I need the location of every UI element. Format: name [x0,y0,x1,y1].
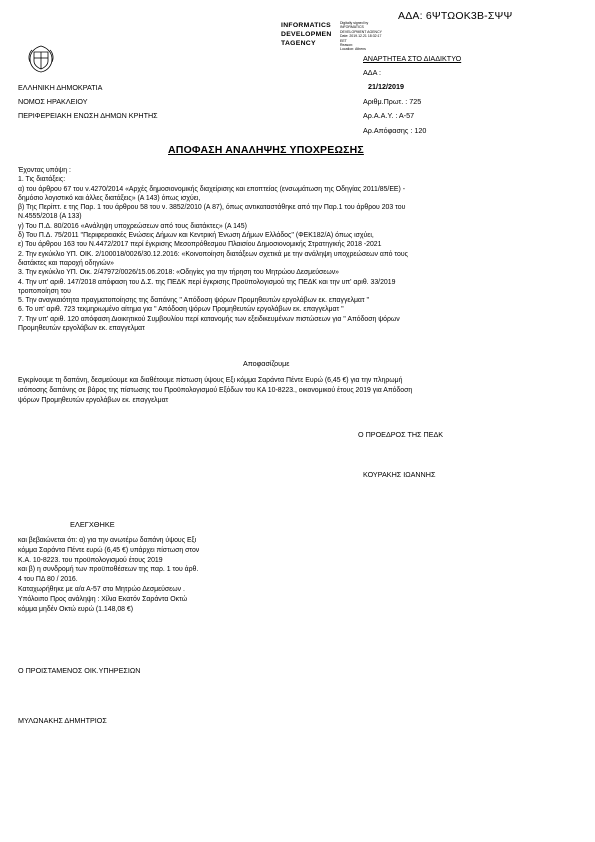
body-line: ε) Του άρθρου 163 του Ν.4472/2017 περί έγκρισης Μεσοπρόθεσμου Πλαισίου Δημοσιονομικής Στρατηγικής 2018 -2021 [18,241,382,249]
document-date: 21/12/2019 [368,82,404,91]
body-line: α) του άρθρου 67 του ν.4270/2014 «Αρχές δημοσιονομικής διαχείρισης και εποπτείας (ενσωμάτωση της Οδηγίας 2011/85/ΕΕ) - [18,185,406,193]
stamp-line: EET [340,38,347,43]
body-line: Προμηθευτών εργολάβων εκ. επαγγελματ [18,325,145,333]
head-office-name: ΜΥΛΩΝΑΚΗΣ ΔΗΜΗΤΡΙΟΣ [18,716,107,725]
checked-line: κόμμα Σαράντα Πέντε ευρώ (6,45 €) υπάρχει πίστωση στον [18,546,200,554]
checked-heading: ΕΛΕΓΧΘΗΚΕ [70,520,115,529]
decision-line: Εγκρίνουμε τη δαπάνη, δεσμεύουμε και διαθέτουμε πίστωση ύψους Εξι κόμμα Σαράντα Πέντε Ευρώ (6,45 €) για την πληρωμή [18,377,403,384]
aay-number: Αρ.Α.Α.Υ. : Α-57 [363,111,415,120]
body-line: δημόσιο λογιστικό και άλλες διατάξεις» (Α 143) όπως ισχύει, [18,194,201,202]
issuer-line: ΕΛΛΗΝΙΚΗ ΔΗΜΟΚΡΑΤΙΑ [18,83,103,92]
protocol-number: Αριθμ.Πρωτ. : 725 [363,97,422,106]
body-line: τροποποίηση του [18,287,71,295]
stamp-line: Location: Athens [340,47,366,52]
document-title: ΑΠΟΦΑΣΗ ΑΝΑΛΗΨΗΣ ΥΠΟΧΡΕΩΣΗΣ [168,144,364,156]
body-line: β) Της Περίπτ. ε της Παρ. 1 του άρθρου 58 του ν. 3852/2010 (Α 87), όπως αντικαταστάθηκε από την Παρ.1 του άρθρου 203 του [18,204,406,212]
issuer-line: ΠΕΡΙΦΕΡΕΙΑΚΗ ΕΝΩΣΗ ΔΗΜΩΝ ΚΡΗΤΗΣ [18,111,158,120]
checked-line: και βεβαιώνεται ότι: α) για την ανωτέρω δαπάνη ύψους Εξι [18,537,197,544]
decision-line: ισόποσης δαπάνης σε βάρος της πίστωσης του Προϋπολογισμού Εξόδων του ΚΑ 10-8223., οικονομικού έτους 2019 για Απόδοση [18,387,413,394]
decide-heading: Αποφασίζουμε [243,359,290,368]
body-line: 3. Την εγκύκλιο ΥΠ. Οικ. 2/47972/0026/15.06.2018: «Οδηγίες για την τήρηση του Μητρώου Δεσμεύσεων» [18,269,339,277]
body-line: δ) Του Π.Δ. 75/2011 ''Περιφερειακές Ενώσεις Δήμων και Κεντρική Ένωση Δήμων Ελλάδος'' (ΦΕΚ182/Α) όπως ισχύει, [18,232,374,240]
checked-line: 4 του ΠΔ 80 / 2016. [18,576,78,584]
body-line: 2. Την εγκύκλιο ΥΠ. ΟΙΚ. 2/100018/0026/30.12.2016: «Κοινοποίηση διατάξεων σχετικά με την ανάληψη υποχρεώσεων από τους [18,250,408,258]
issuer-line: ΝΟΜΟΣ ΗΡΑΚΛΕΙΟΥ [18,97,88,106]
checked-line: Κ.Α. 10-8223. του προϋπολογισμού έτους 2019 [18,556,163,564]
body-line: 4. Την υπ' αριθ. 147/2018 απόφαση του Δ.Σ. της ΠΕΔΚ περί έγκρισης Προϋπολογισμού της ΠΕΔΚ και την υπ' αριθ. 33/2019 [18,278,396,286]
checked-line: Υπόλοιπο Προς ανάληψη : Χίλια Εκατόν Σαράντα Οκτώ [18,595,188,603]
agency-line: INFORMATICS [281,22,331,29]
checked-line: κόμμα μηδέν Οκτώ ευρώ (1.148,08 €) [18,605,134,613]
ada-label: ΑΔΑ : [363,68,381,77]
checked-block [18,536,199,614]
digital-signature-stamp [340,21,382,52]
body-line: γ) Του Π.Δ. 80/2016 «Ανάληψη υποχρεώσεων από τους διατάκτες» (Α 145) [18,222,247,230]
considerations-block [18,166,578,333]
checked-line: και β) η συνδρομή των προϋποθέσεων της παρ. 1 του άρθ. [18,566,199,574]
decision-paragraph [18,376,583,406]
decision-number: Αρ.Απόφασης : 120 [363,126,427,135]
body-line: N.4555/2018 (Α 133) [18,213,82,221]
publish-label: ΑΝΑΡΤΗΤΕΑ ΣΤΟ ΔΙΑΔΙΚΤΥΟ [363,54,462,63]
checked-line: Καταχωρήθηκε με α/α Α-57 στο Μητρώο Δεσμεύσεων . [18,585,185,593]
agency-name [281,21,332,48]
signatory-name: ΚΟΥΡΑΚΗΣ ΙΩΑΝΝΗΣ [363,470,436,479]
stamp-line: DEVELOPMENT AGENCY [340,29,382,34]
agency-line: TAGENCY [281,40,316,47]
body-line: Έχοντας υπόψη : [18,167,71,174]
head-office-role: Ο ΠΡΟΙΣΤΑΜΕΝΟΣ ΟΙΚ.ΥΠΗΡΕΣΙΩΝ [18,666,141,675]
signatory-role: Ο ΠΡΟΕΔΡΟΣ ΤΗΣ ΠΕΔΚ [358,430,444,439]
body-line: 1. Τις διατάξεις: [18,176,66,184]
stamp-line: Date: 2019.12.21 18:32:17 [340,34,382,39]
stamp-line: Digitally signed by [340,21,369,25]
body-line: διατάκτες και παροχή οδηγιών» [18,259,114,267]
greek-emblem-icon [26,44,56,74]
decision-line: ψόρων Προμηθευτών εργολάβων εκ. επαγγελματ [18,397,169,404]
stamp-line: INFORMATICS [340,25,364,30]
body-line: 5. Την αναγκαιότητα πραγματοποίησης της δαπάνης '' Απόδοση ψόρων Προμηθευτών εργολάβων εκ. επαγγελματ '' [18,297,370,305]
ada-code-top: ΑΔΑ: 6ΨΤΩΟΚ3Β-ΣΨΨ [398,10,513,22]
body-line: 6. Το υπ' αριθ. 723 τεκμηριωμένο αίτημα για '' Απόδοση ψόρων Προμηθευτών εργολάβων εκ. επαγγελματ '' [18,306,344,314]
agency-line: DEVELOPMEN [281,31,332,38]
stamp-line: Reason: [340,43,354,48]
body-line: 7. Την υπ' αριθ. 120 απόφαση Διοικητικού Συμβουλίου περί κατανομής των εξειδικευμένων πιστώσεων για '' Απόδοση ψόρων [18,315,400,323]
